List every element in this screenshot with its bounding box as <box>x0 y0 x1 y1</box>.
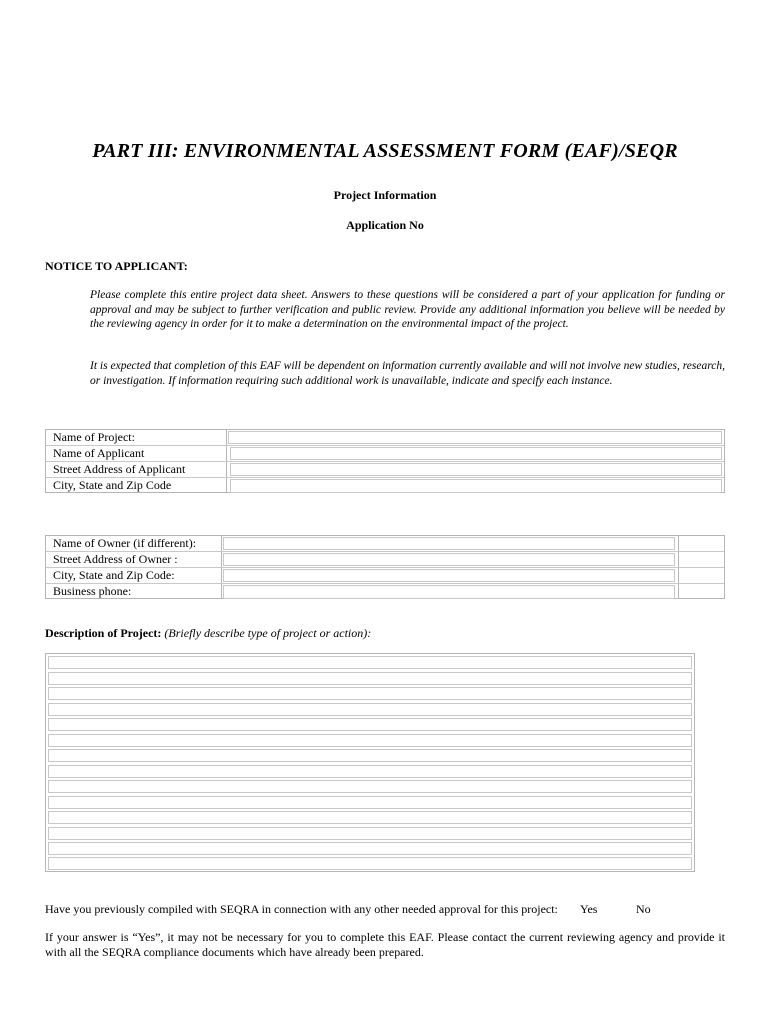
owner-row-city-state-zip <box>46 568 724 584</box>
owner-city-state-zip-field[interactable] <box>223 569 675 582</box>
description-line[interactable] <box>48 656 692 669</box>
description-line[interactable] <box>48 796 692 809</box>
field-label: Name of Applicant <box>53 446 145 460</box>
seqra-no-option[interactable]: No <box>636 902 651 916</box>
applicant-row-city-state-zip <box>46 478 724 494</box>
description-line[interactable] <box>48 703 692 716</box>
description-hint: (Briefly describe type of project or action): <box>164 626 372 640</box>
description-line[interactable] <box>48 749 692 762</box>
project-name-field[interactable] <box>228 431 722 444</box>
notice-paragraph-2: It is expected that completion of this EAF will be dependent on information currently available and will not involve new studies, research, or investigation. If information requiring such additional work is unavailable, indicate and specify each instance. <box>90 360 725 387</box>
applicant-row-applicant-name <box>46 446 724 462</box>
description-line[interactable] <box>48 687 692 700</box>
notice-heading: NOTICE TO APPLICANT: <box>45 259 188 273</box>
description-line[interactable] <box>48 765 692 778</box>
applicant-info-table <box>45 429 725 493</box>
description-box <box>45 653 695 872</box>
seqra-question: Have you previously compiled with SEQRA in connection with any other needed approval for this project: <box>45 902 558 916</box>
description-line[interactable] <box>48 842 692 855</box>
owner-name-field[interactable] <box>223 537 675 550</box>
field-label: City, State and Zip Code <box>53 478 172 492</box>
owner-street-address-field[interactable] <box>223 553 675 566</box>
owner-business-phone-field[interactable] <box>223 585 675 599</box>
applicant-street-address-field[interactable] <box>230 463 722 476</box>
owner-row-name <box>46 536 724 552</box>
description-line[interactable] <box>48 827 692 840</box>
applicant-name-field[interactable] <box>230 447 722 460</box>
field-label: Name of Project: <box>53 430 135 444</box>
field-label: Name of Owner (if different): <box>53 536 197 550</box>
applicant-city-state-zip-field[interactable] <box>230 479 722 493</box>
application-no-label: Application No <box>346 218 424 232</box>
seqra-note: If your answer is “Yes”, it may not be necessary for you to complete this EAF. Please contact the current reviewing agency and provide it with all the SEQRA compliance documents which have already been prepared. <box>45 930 725 959</box>
field-label: Street Address of Owner : <box>53 552 178 566</box>
owner-row-business-phone <box>46 584 724 600</box>
description-line[interactable] <box>48 672 692 685</box>
form-title: PART III: ENVIRONMENTAL ASSESSMENT FORM (EAF)/SEQR <box>92 140 678 162</box>
description-heading-label: Description of Project: <box>45 626 162 640</box>
description-line[interactable] <box>48 718 692 731</box>
owner-row-street-address <box>46 552 724 568</box>
notice-paragraph-1: Please complete this entire project data sheet. Answers to these questions will be considered a part of your application for funding or approval and may be subject to further verification and public review. Provide any additional information you believe will be needed by the reviewing agency in order for it to make a determination on the environmental impact of the project. <box>90 289 725 330</box>
description-line[interactable] <box>48 734 692 747</box>
description-line[interactable] <box>48 811 692 824</box>
field-label: City, State and Zip Code: <box>53 568 175 582</box>
seqra-yes-option[interactable]: Yes <box>580 902 598 916</box>
applicant-row-project-name <box>46 430 724 446</box>
description-heading <box>45 626 371 641</box>
project-information-label: Project Information <box>333 188 437 202</box>
owner-info-table <box>45 535 725 599</box>
applicant-row-street-address <box>46 462 724 478</box>
description-line[interactable] <box>48 857 692 870</box>
field-label: Street Address of Applicant <box>53 462 186 476</box>
description-line[interactable] <box>48 780 692 793</box>
field-label: Business phone: <box>53 584 132 598</box>
